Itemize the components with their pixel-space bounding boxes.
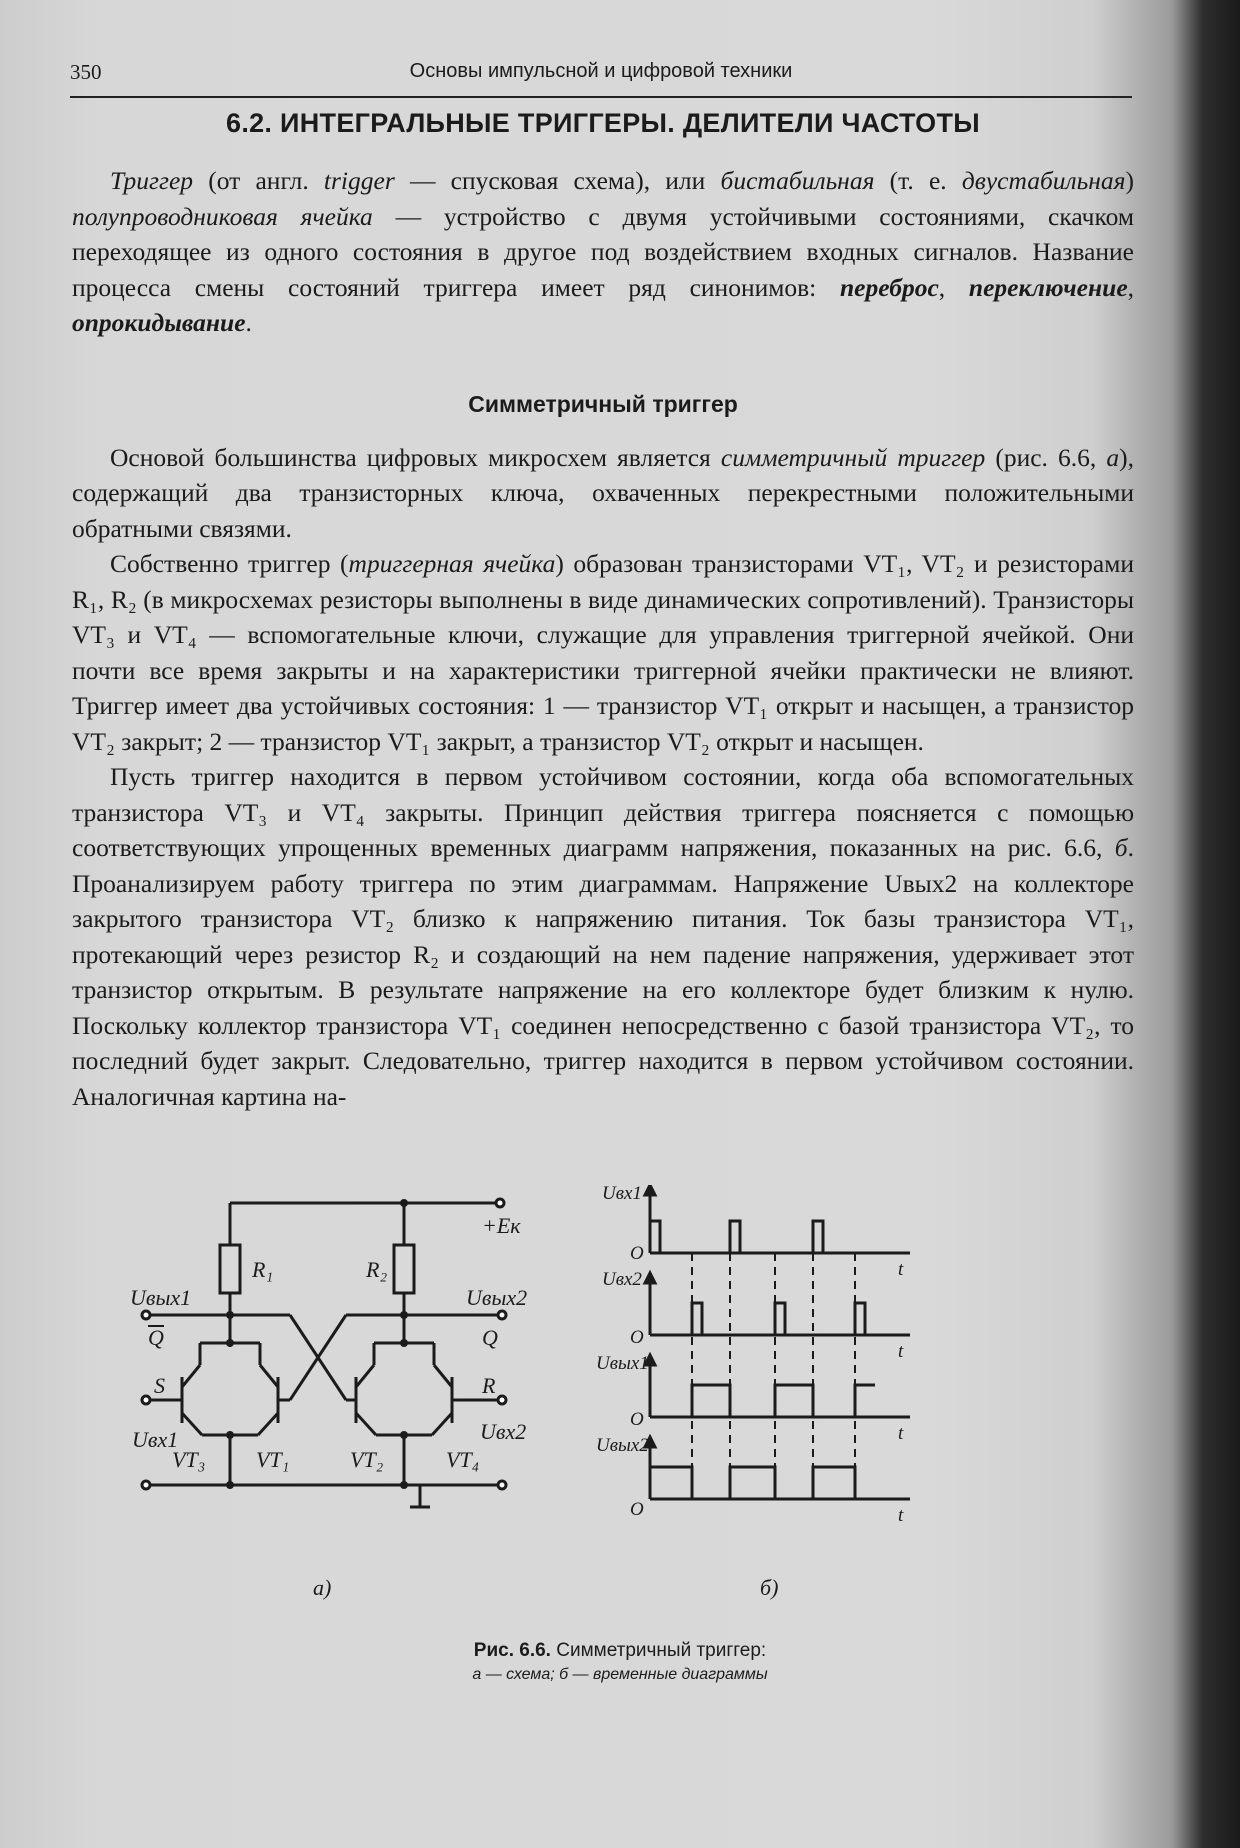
- waveform-in1: [650, 1221, 823, 1253]
- waveform-in2: [692, 1303, 865, 1335]
- figure-caption: [0, 1640, 1240, 1684]
- fig-ref-a: а: [1106, 442, 1120, 472]
- paragraph-3: [72, 759, 1134, 1114]
- caption-text: Симметричный триггер:: [550, 1640, 767, 1661]
- t-label-3: t: [898, 1423, 904, 1444]
- text-run: ), содержащий два транзисторных ключа, охваченных перекрестными положительными обратными связями.: [72, 442, 1134, 543]
- gnd-terminal-right: [498, 1481, 506, 1489]
- paragraph-2: [72, 546, 1134, 759]
- text-run: ) образован транзисторами VT₁, VT₂ и резисторами R₁, R₂ (в микросхемах резисторы выполнены в виде динамических сопротивлений). Транзисторы VT₃ и VT₄ — вспомогательные ключи, служащие для управления триггерной ячейкой. Они почти все время закрыты и на характеристики триггерной ячейки практически не влияют. Триггер имеет два устойчивых состояния: 1 — транзистор VT₁ открыт и насыщен, а транзистор VT₂ закрыт; 2 — транзистор VT₁ закрыт, а транзистор VT₂ открыт и насыщен.: [72, 549, 1134, 756]
- resistor-r2: [394, 1245, 414, 1293]
- text-run: (рис. 6.6,: [985, 442, 1107, 472]
- text-run: ,: [1127, 272, 1135, 302]
- node-dot: [226, 1481, 234, 1489]
- t-label-4: t: [898, 1505, 904, 1526]
- page-header: [70, 56, 1132, 98]
- term-symmetric-trigger: симметричный триггер: [720, 442, 986, 472]
- text-run: ): [1125, 166, 1134, 195]
- caption-label: Рис. 6.6.: [473, 1640, 551, 1661]
- out2-terminal: [498, 1311, 506, 1319]
- term-tipping: опрокидывание: [72, 308, 246, 337]
- t-label-1: t: [898, 1259, 904, 1280]
- term-twostable: двустабильная: [961, 166, 1126, 195]
- running-title: Основы импульсной и цифровой техники: [409, 60, 793, 82]
- term-bistable: бистабильная: [720, 166, 875, 195]
- qbar-label: Q: [148, 1325, 164, 1350]
- signal-label-1: Uвх1: [602, 1185, 642, 1204]
- node-dot: [226, 1431, 234, 1439]
- origin-label-2: O: [630, 1327, 644, 1348]
- text-run: Пусть триггер находится в первом устойчивом состоянии, когда оба вспомогательных транзистора VT₃ и VT₄ закрыты. Принцип действия триггера поясняется с помощью соответствующих упрощенных временных диаграмм напряжения, показанных на рис. 6.6,: [72, 762, 1134, 862]
- arrow: [645, 1273, 655, 1283]
- page-content: [72, 108, 1134, 1114]
- vt1-emitter: [258, 1413, 278, 1435]
- origin-label-1: O: [630, 1243, 644, 1264]
- timing-diagram: [645, 1185, 910, 1499]
- vt1-collector: [260, 1365, 278, 1387]
- vt4-emitter: [432, 1413, 452, 1435]
- t-label-2: t: [898, 1341, 904, 1362]
- waveform-out1: [650, 1385, 875, 1417]
- text-run: Основой большинства цифровых микросхем является: [110, 442, 721, 472]
- in1-label: Uвх1: [132, 1427, 179, 1452]
- r-label: R: [482, 1373, 496, 1398]
- s-terminal: [142, 1396, 150, 1404]
- subfig-b-label: б): [760, 1575, 779, 1600]
- s-label: S: [154, 1373, 165, 1398]
- vt4-label: VT₄: [446, 1447, 480, 1472]
- page-number: 350: [70, 60, 102, 84]
- arrow: [645, 1185, 655, 1195]
- node-dot: [400, 1481, 408, 1489]
- signal-label-2: Uвх2: [602, 1269, 642, 1290]
- subfig-a-label: а): [313, 1575, 332, 1600]
- node-dot: [400, 1431, 408, 1439]
- vt2-label: VT₂: [350, 1447, 384, 1472]
- term-trigger-cell: триггерная ячейка: [348, 549, 556, 578]
- subfigure-labels: [313, 1575, 778, 1600]
- supply-label: +Eк: [482, 1213, 521, 1238]
- text-run: .: [245, 308, 252, 337]
- q-label: Q: [482, 1325, 498, 1350]
- vt2-emitter: [356, 1413, 376, 1435]
- r1-label: R₁: [252, 1257, 274, 1282]
- vt3-emitter: [182, 1413, 202, 1435]
- origin-label-4: O: [630, 1499, 644, 1520]
- vt2-collector: [356, 1365, 374, 1387]
- vt3-collector: [182, 1365, 200, 1387]
- fig-ref-b: б: [1114, 833, 1128, 862]
- node-dot: [400, 1339, 408, 1347]
- vt1-label: VT₁: [256, 1447, 290, 1472]
- signal-label-4: Uвых2: [596, 1435, 649, 1456]
- out1-terminal: [142, 1311, 150, 1319]
- term-switching: переключение: [968, 272, 1128, 302]
- figure-6-6: [130, 1185, 1110, 1605]
- text-run: — устройство с двумя устойчивыми состояниями, скачком переходящее из одного состояния в другое под воздействием входных сигналов. Название процесса смены состояний триггера имеет ряд синонимов:: [72, 201, 1134, 302]
- term-trigger: Триггер: [110, 166, 194, 195]
- paragraph-1: [72, 440, 1134, 547]
- waveform-out2: [650, 1467, 855, 1499]
- intro-paragraph: [72, 163, 1134, 341]
- caption-title: [0, 1640, 1240, 1662]
- text-run: Собственно триггер (: [110, 549, 349, 578]
- text-run: . Проанализируем работу триггера по этим диаграммам. Напряжение Uвых2 на коллекторе закрытого транзистора VT₂ близко к напряжению питания. Ток базы транзистора VT₁, протекающий через резистор R₂ и создающий на нем падение напряжения, удерживает этот транзистор открытым. В результате напряжение на его коллекторе будет близким к нулю. Поскольку коллектор транзистора VT₁ соединен непосредственно с базой транзистора VT₂, то последний будет закрыт. Следовательно, триггер находится в первом устойчивом состоянии. Аналогичная картина на-: [72, 833, 1134, 1111]
- in2-label: Uвх2: [480, 1419, 527, 1444]
- text-run: (т. е.: [874, 166, 962, 195]
- origin-label-3: O: [630, 1409, 644, 1430]
- caption-subtitle: а — схема; б — временные диаграммы: [472, 1666, 768, 1683]
- supply-terminal: [496, 1199, 504, 1207]
- resistor-r1: [220, 1245, 240, 1293]
- term-cell: полупроводниковая ячейка: [72, 201, 373, 231]
- vt3-label: VT₃: [172, 1447, 206, 1472]
- node-dot: [226, 1339, 234, 1347]
- text-run: (от англ.: [193, 166, 324, 195]
- subsection-title: Симметричный триггер: [468, 390, 738, 417]
- out2-label: Uвых2: [466, 1285, 528, 1310]
- vt4-collector: [434, 1365, 452, 1387]
- time-guides: [692, 1253, 855, 1499]
- timing-labels: [596, 1185, 904, 1526]
- text-run: ,: [938, 272, 969, 302]
- signal-label-3: Uвых1: [596, 1353, 649, 1374]
- r-terminal: [498, 1396, 506, 1404]
- section-title: 6.2. ИНТЕГРАЛЬНЫЕ ТРИГГЕРЫ. ДЕЛИТЕЛИ ЧАСТОТЫ: [226, 108, 980, 138]
- r2-label: R₂: [366, 1257, 388, 1282]
- term-english: trigger: [323, 166, 395, 195]
- out1-label: Uвых1: [130, 1285, 192, 1310]
- text-run: — спусковая схема), или: [394, 166, 721, 195]
- gnd-terminal-left: [142, 1481, 150, 1489]
- term-perebros: переброс: [840, 272, 939, 302]
